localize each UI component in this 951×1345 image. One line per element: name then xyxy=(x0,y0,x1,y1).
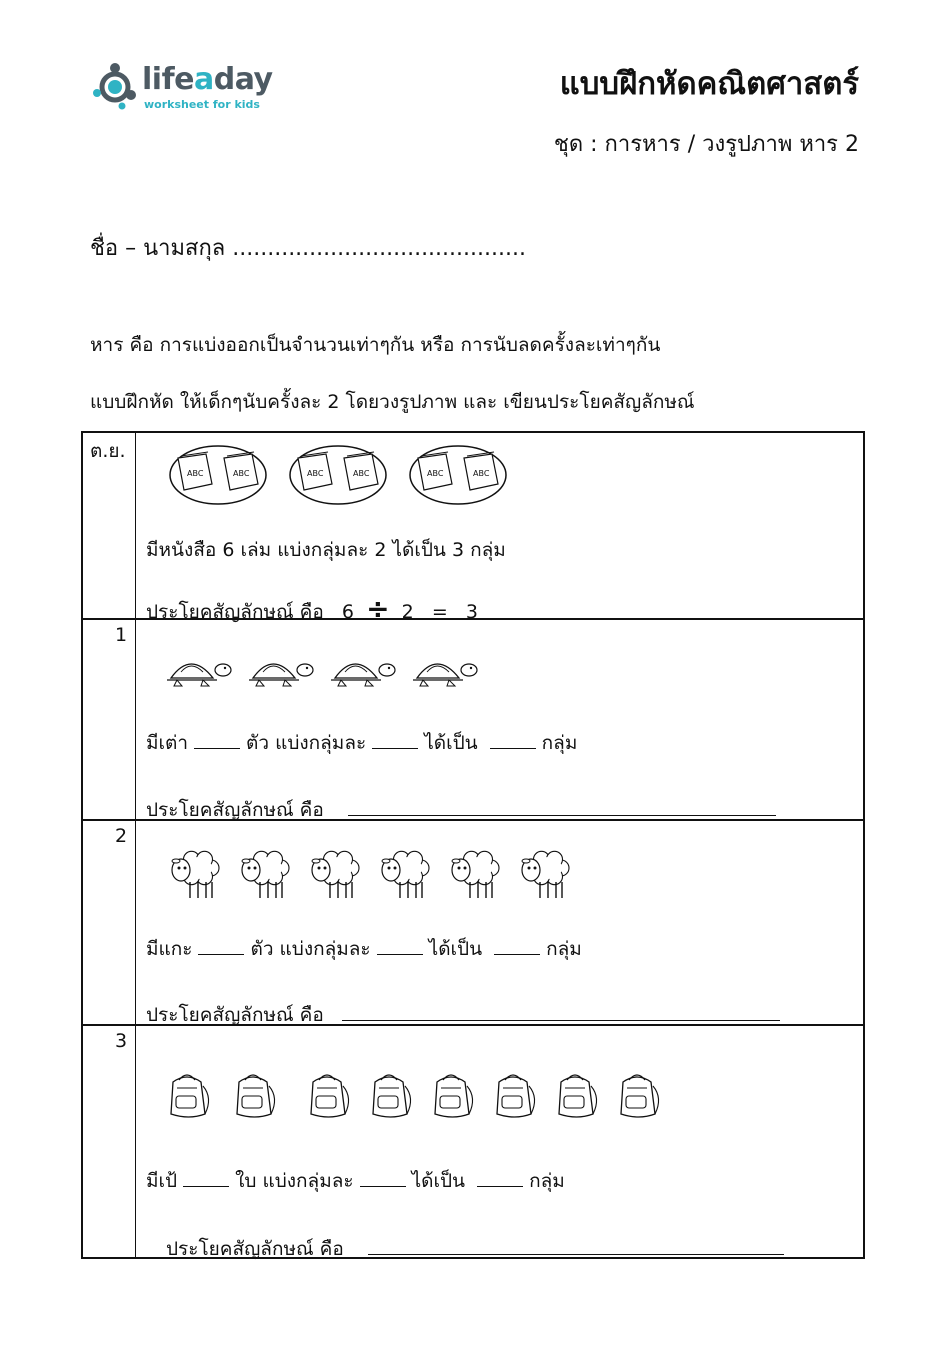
turtle-icon xyxy=(331,664,395,686)
exercise-number: 3 xyxy=(115,1030,128,1052)
book-icon xyxy=(178,452,212,490)
eq-right: 2 xyxy=(401,601,414,623)
symbol-answer-blank[interactable] xyxy=(368,1236,784,1255)
answer-blank[interactable] xyxy=(372,730,418,749)
backpack-icon xyxy=(237,1075,275,1117)
symbol-answer-blank[interactable] xyxy=(342,1002,780,1021)
exercise-sentence xyxy=(146,728,577,758)
book-group-circle xyxy=(290,446,386,504)
book-icon xyxy=(224,452,258,490)
example-picture-row xyxy=(160,442,540,508)
backpack-icon xyxy=(373,1075,411,1117)
sheep-icon xyxy=(452,851,499,898)
symbol-prefix: ประโยคสัญลักษณ์ คือ xyxy=(146,799,324,821)
backpack-icon xyxy=(435,1075,473,1117)
sheep-icon xyxy=(242,851,289,898)
book-cover-text: ABC xyxy=(233,469,250,478)
sheep-icon xyxy=(522,851,569,898)
book-group-circle xyxy=(170,446,266,504)
exercise-symbol-line xyxy=(146,795,776,825)
symbol-prefix: ประโยคสัญลักษณ์ คือ xyxy=(146,601,324,623)
book-cover-text: ABC xyxy=(427,469,444,478)
sentence-part: กลุ่ม xyxy=(546,938,582,960)
exercise-symbol-line xyxy=(146,1000,780,1030)
sentence-part: กลุ่ม xyxy=(529,1170,565,1192)
answer-blank[interactable] xyxy=(490,730,536,749)
turtle-icon xyxy=(413,664,477,686)
book-icon xyxy=(464,452,498,490)
example-sentence: มีหนังสือ 6 เล่ม แบ่งกลุ่มละ 2 ได้เป็น 3 กลุ่ม xyxy=(146,539,506,561)
example-symbol-sentence xyxy=(146,592,478,627)
backpack-icon xyxy=(311,1075,349,1117)
backpack-picture-row xyxy=(160,1070,670,1122)
brand-tagline: worksheet for kids xyxy=(144,98,260,111)
answer-blank[interactable] xyxy=(360,1168,406,1187)
book-icon xyxy=(298,452,332,490)
answer-blank[interactable] xyxy=(183,1168,229,1187)
backpack-icon xyxy=(171,1075,209,1117)
answer-blank[interactable] xyxy=(194,730,240,749)
exercise-number: 2 xyxy=(115,825,128,847)
backpack-icon xyxy=(497,1075,535,1117)
sheep-illustrations xyxy=(160,842,590,908)
sentence-part: มีแกะ xyxy=(146,938,193,960)
book-icon xyxy=(418,452,452,490)
example-label: ต.ย. xyxy=(90,440,126,462)
symbol-prefix: ประโยคสัญลักษณ์ คือ xyxy=(166,1238,344,1260)
book-cover-text: ABC xyxy=(353,469,370,478)
molecule-logo-icon xyxy=(90,62,140,112)
answer-blank[interactable] xyxy=(477,1168,523,1187)
page-subtitle: ชุด : การหาร / วงรูปภาพ หาร 2 xyxy=(553,132,859,157)
sentence-part: ตัว แบ่งกลุ่มละ xyxy=(250,938,371,960)
symbol-answer-blank[interactable] xyxy=(348,797,776,816)
book-cover-text: ABC xyxy=(473,469,490,478)
sentence-part: ได้เป็น xyxy=(424,732,478,754)
eq-left: 6 xyxy=(341,601,354,623)
turtle-illustrations xyxy=(160,648,490,692)
sheep-icon xyxy=(312,851,359,898)
brand-wordmark: lifeaday xyxy=(142,62,273,97)
divide-sign: ÷ xyxy=(366,592,390,625)
symbol-prefix: ประโยคสัญลักษณ์ คือ xyxy=(146,1004,324,1026)
book-group-circle xyxy=(410,446,506,504)
eq-result: 3 xyxy=(465,601,478,623)
sheep-icon xyxy=(172,851,219,898)
sentence-part: ใบ แบ่งกลุ่มละ xyxy=(235,1170,354,1192)
turtle-icon xyxy=(249,664,313,686)
book-cover-text: ABC xyxy=(187,469,204,478)
book-cover-text: ABC xyxy=(307,469,324,478)
sentence-part: กลุ่ม xyxy=(541,732,578,754)
backpack-illustrations xyxy=(160,1070,670,1122)
grouped-books-illustration xyxy=(160,442,540,508)
student-name-line: ชื่อ – นามสกุล .......................................... xyxy=(90,236,526,261)
answer-blank[interactable] xyxy=(198,936,244,955)
sheep-icon xyxy=(382,851,429,898)
exercise-sentence xyxy=(146,1166,565,1196)
book-icon xyxy=(344,452,378,490)
turtle-icon xyxy=(167,664,231,686)
exercise-symbol-line xyxy=(166,1234,784,1264)
page-title: แบบฝึกหัดคณิตศาสตร์ xyxy=(559,66,859,102)
division-definition: หาร คือ การแบ่งออกเป็นจำนวนเท่าๆกัน หรือ การนับลดครั้งละเท่าๆกัน xyxy=(90,334,661,356)
answer-blank[interactable] xyxy=(494,936,540,955)
exercise-instruction: แบบฝึกหัด ให้เด็กๆนับครั้งละ 2 โดยวงรูปภาพ และ เขียนประโยคสัญลักษณ์ xyxy=(90,391,695,413)
backpack-icon xyxy=(621,1075,659,1117)
sentence-part: ได้เป็น xyxy=(428,938,483,960)
answer-blank[interactable] xyxy=(377,936,423,955)
sentence-part: มีเป้ xyxy=(146,1170,178,1192)
turtle-picture-row xyxy=(160,648,490,692)
sheep-picture-row xyxy=(160,842,590,908)
sentence-part: ตัว แบ่งกลุ่มละ xyxy=(246,732,367,754)
brand-logo xyxy=(90,60,290,115)
sentence-part: ได้เป็น xyxy=(411,1170,466,1192)
eq-equals: = xyxy=(431,601,448,623)
table-column-divider xyxy=(135,433,136,1258)
sentence-part: มีเต่า xyxy=(146,732,189,754)
exercise-number: 1 xyxy=(115,624,128,646)
backpack-icon xyxy=(559,1075,597,1117)
exercise-sentence xyxy=(146,934,582,964)
